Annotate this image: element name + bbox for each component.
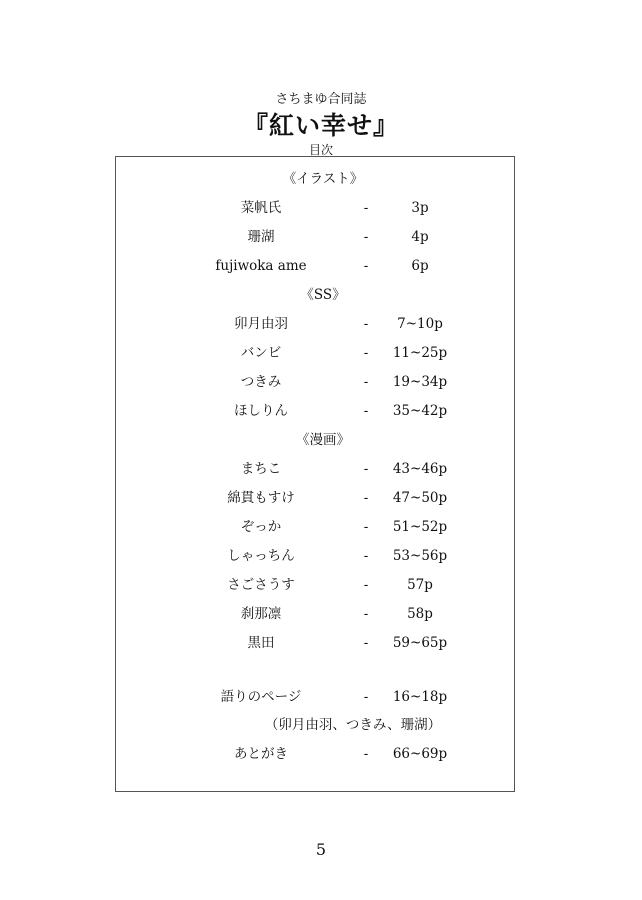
separator: - [363, 606, 369, 622]
contributor-name: あとがき [234, 746, 288, 762]
toc-row [116, 342, 514, 364]
page-range: 11~25p [392, 345, 448, 361]
contributor-name: つきみ [240, 374, 282, 390]
page-range: 7~10p [397, 316, 443, 332]
separator: - [363, 200, 369, 216]
separator: - [363, 490, 369, 506]
page-range: 4p [411, 229, 429, 245]
toc-row [116, 400, 514, 422]
separator: - [363, 548, 369, 564]
toc-row [116, 226, 514, 248]
contributor-name: ぞっか [240, 519, 282, 535]
toc-row-talk-page [116, 686, 514, 708]
contributor-name: 綿貫もすけ [227, 490, 295, 506]
page-range: 3p [411, 200, 429, 216]
toc-row [116, 516, 514, 538]
separator: - [363, 746, 369, 762]
page-range: 6p [411, 258, 429, 274]
toc-row-afterword [116, 743, 514, 765]
page-range: 57p [407, 577, 433, 593]
toc-row [116, 371, 514, 393]
page-range: 19~34p [392, 374, 448, 390]
contributor-name: 菜帆氏 [240, 200, 282, 216]
page-range: 35~42p [392, 403, 448, 419]
subtitle: さちまゆ合同誌 [275, 92, 367, 107]
separator: - [363, 374, 369, 390]
contributor-name: まちこ [240, 461, 282, 477]
section-label: 《SS》 [300, 287, 346, 303]
toc-row [116, 574, 514, 596]
toc-row [116, 632, 514, 654]
contributor-name: ほしりん [234, 403, 288, 419]
talk-page-note [116, 714, 514, 736]
contributor-name: 卯月由羽 [234, 316, 288, 332]
contributor-name: 黒田 [247, 635, 275, 651]
contributor-name: 刹那凛 [240, 606, 282, 622]
toc-heading: 目次 [308, 143, 333, 157]
page-range: 16~18p [392, 689, 448, 705]
page-title: 『紅い幸せ』 [242, 111, 399, 140]
separator: - [363, 519, 369, 535]
separator: - [363, 689, 369, 705]
note-text: （卯月由羽、つきみ、珊湖） [264, 717, 442, 733]
page-range: 66~69p [392, 746, 448, 762]
page-range: 53~56p [392, 548, 448, 564]
separator: - [363, 461, 369, 477]
page-range: 59~65p [392, 635, 448, 651]
toc-row [116, 487, 514, 509]
section-label: 《漫画》 [296, 432, 350, 448]
separator: - [363, 635, 369, 651]
section-manga [116, 429, 514, 451]
page-range: 51~52p [392, 519, 448, 535]
page-range: 43~46p [392, 461, 448, 477]
toc-row [116, 545, 514, 567]
toc-row [116, 197, 514, 219]
page-number: 5 [315, 840, 327, 859]
separator: - [363, 403, 369, 419]
page-range: 58p [407, 606, 433, 622]
toc-row [116, 603, 514, 625]
contributor-name: さごさうす [227, 577, 295, 593]
contributor-name: しゃっちん [227, 548, 295, 564]
contributor-name: fujiwoka ame [215, 258, 307, 274]
separator: - [363, 316, 369, 332]
section-label: 《イラスト》 [282, 171, 364, 187]
separator: - [363, 258, 369, 274]
toc-row [116, 255, 514, 277]
separator: - [363, 577, 369, 593]
toc-box [115, 156, 515, 792]
contributor-name: 語りのページ [220, 689, 302, 705]
section-ss [116, 284, 514, 306]
separator: - [363, 345, 369, 361]
toc-row [116, 313, 514, 335]
separator: - [363, 229, 369, 245]
contributor-name: 珊湖 [247, 229, 275, 245]
toc-row [116, 458, 514, 480]
section-illust [116, 168, 514, 190]
contributor-name: バンビ [240, 345, 282, 361]
page-range: 47~50p [392, 490, 448, 506]
